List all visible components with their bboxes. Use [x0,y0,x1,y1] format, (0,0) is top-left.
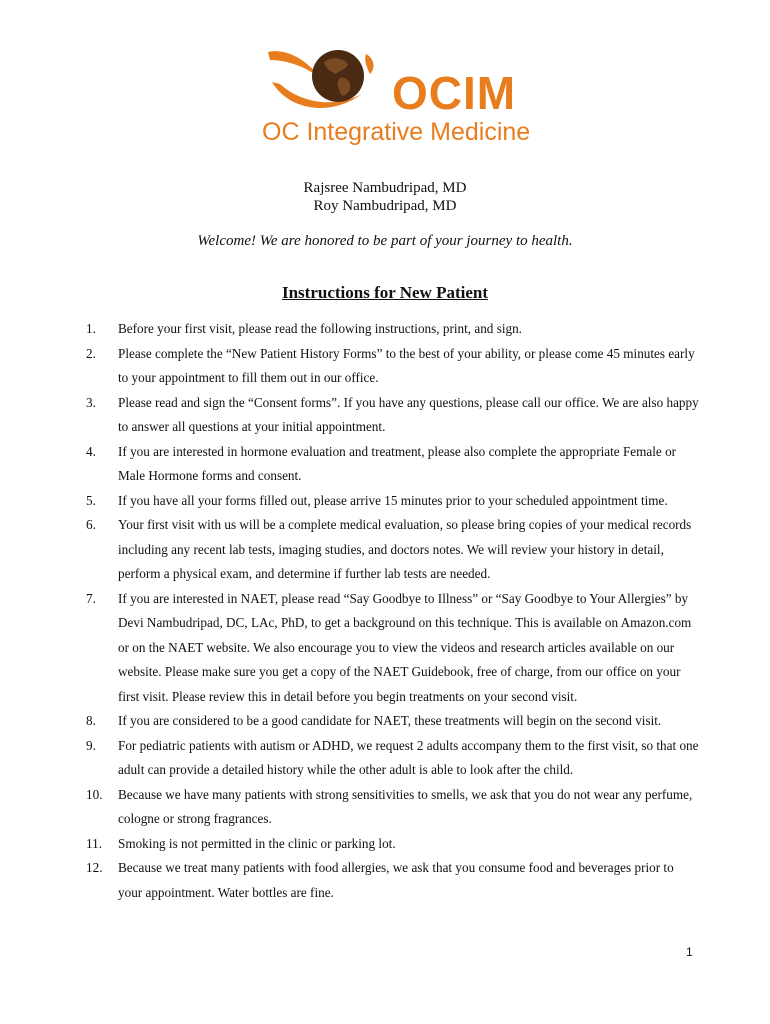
instruction-item [86,391,700,440]
welcome-message: Welcome! We are honored to be part of your journey to health. [197,233,573,249]
doctor-names [0,179,770,215]
doctor-name: Roy Nambudripad, MD [313,198,457,214]
instruction-item [86,587,700,710]
ocim-logo [262,42,531,146]
instruction-item [86,709,700,734]
instruction-item [86,856,700,905]
instruction-item [86,440,700,489]
instruction-text: Because we treat many patients with food allergies, we ask that you consume food and beverages prior to your appointment. Water bottles are fine. [118,860,674,900]
instruction-number: 7. [86,590,96,606]
instructions-list [86,317,700,905]
instruction-number: 11. [86,835,102,851]
instruction-item [86,734,700,783]
instruction-text: Please read and sign the “Consent forms”. If you have any questions, please call our office. We are also happy to answer all questions at your initial appointment. [118,394,699,434]
instruction-number: 1. [86,321,96,336]
instruction-item [86,489,700,514]
instruction-number: 5. [86,492,96,508]
instruction-text: Please complete the “New Patient History Forms” to the best of your ability, or please come 45 minutes early to your appointment to fill them out in our office. [118,345,695,385]
instruction-number: 3. [86,394,96,410]
instruction-item [86,832,700,857]
page-number: 1 [686,945,693,959]
instruction-text: If you are interested in NAET, please read “Say Goodbye to Illness” or “Say Goodbye to Your Allergies” by Devi Nambudripad, DC, LAc, PhD, to get a background on this technique. This is available on Amazon.com or on the NAET website. We also encourage you to view the videos and research articles available on our website. Please make sure you get a copy of the NAET Guidebook, free of charge, from our office on your first visit. Please review this in detail before you begin treatments on your second visit. [118,590,692,704]
instruction-item [86,317,700,342]
instruction-text: For pediatric patients with autism or ADHD, we request 2 adults accompany them to the first visit, so that one adult can provide a detailed history while the other adult is able to look after the child. [118,737,699,777]
instruction-text: Your first visit with us will be a complete medical evaluation, so please bring copies of your medical records including any recent lab tests, imaging studies, and doctors notes. We will review your history in detail, perform a physical exam, and determine if further lab tests are needed. [118,517,692,581]
instruction-number: 6. [86,517,96,532]
instruction-text: Smoking is not permitted in the clinic or parking lot. [118,835,396,851]
instruction-item [86,513,700,587]
instruction-number: 10. [86,786,103,802]
globe-swoosh-icon [262,42,380,114]
instruction-text: If you have all your forms filled out, please arrive 15 minutes prior to your scheduled appointment time. [118,492,668,508]
page-title: Instructions for New Patient [281,283,489,302]
instruction-text: If you are considered to be a good candidate for NAET, these treatments will begin on the second visit. [118,713,662,728]
instruction-number: 9. [86,737,96,753]
doctor-name: Rajsree Nambudripad, MD [303,180,467,196]
logo-abbreviation: OCIM [392,67,517,119]
instruction-number: 4. [86,443,96,459]
instruction-text: If you are interested in hormone evaluation and treatment, please also complete the appropriate Female or Male Hormone forms and consent. [118,443,677,483]
instruction-number: 8. [86,713,96,728]
instruction-number: 12. [86,860,103,875]
instruction-number: 2. [86,345,96,361]
instruction-text: Because we have many patients with strong sensitivities to smells, we ask that you do not wear any perfume, cologne or strong fragrances. [118,786,693,826]
instruction-item [86,783,700,832]
instruction-item [86,342,700,391]
logo-practice-name: OC Integrative Medicine [262,118,531,146]
instruction-text: Before your first visit, please read the following instructions, print, and sign. [118,321,522,336]
